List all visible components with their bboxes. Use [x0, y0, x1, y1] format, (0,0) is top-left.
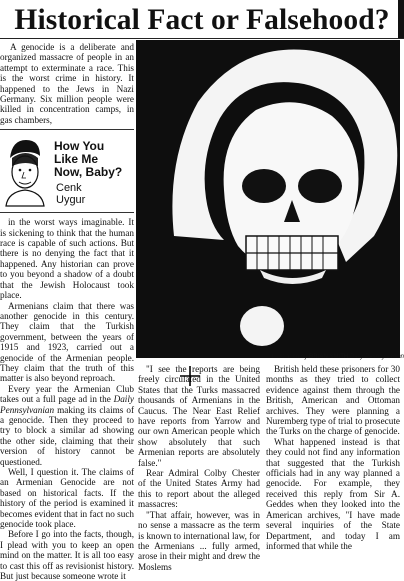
- middle-column: [138, 364, 260, 572]
- illustration-credit: [136, 354, 404, 363]
- column-tagline-line: Like Me: [54, 152, 99, 167]
- middle-paragraph: "I see the reports are being freely circulated in the United States that the Turks massacred thousands of Armenians in the Caucus. The Near East Relief have reports from Yarrow and our own American people which show absolutely that such Armenian reports are absolutely false.": [138, 364, 260, 468]
- publication-name: Daily Pennsylvanian: [0, 394, 134, 415]
- left-paragraph: in the worst ways imaginable. It is sickening to think that the human race is capable of such actions. But there is no denying the fact that it happened. Any historian can prove to you beyond a shadow of a doubt that the Jewish Holocaust took place.: [0, 217, 134, 301]
- text-run: making its claims of a genocide. Then they proceed to try to block a similar ad showing the other side, claiming that their version of history cannot be questioned.: [0, 404, 134, 467]
- left-paragraph: Before I go into the facts, though, I plead with you to keep an open mind on the matter. It is all too easy to cast this off as revisionist history. But just because someone wrote it: [0, 529, 134, 581]
- middle-paragraph: "That affair, however, was in no sense a massacre as the term is known to international law, for the Armenians ... fully armed, arose in their might and drew the Moslems: [138, 509, 260, 572]
- right-column: [266, 364, 400, 551]
- columnist-byline: [56, 182, 85, 206]
- skull-question-mark-icon: [136, 40, 404, 358]
- columnist-first-name: Cenk: [56, 182, 82, 195]
- left-paragraph: Armenians claim that there was another genocide in this century. They claim that the Turkish government, between the years of 1915 and 1923, carried out a genocide of the Armenian people. They claim that the truth of this matter is also beyond reproach.: [0, 300, 134, 384]
- column-tagline-line: How You: [54, 139, 105, 154]
- skull-illustration: [136, 40, 404, 358]
- page-edge-mark: [398, 0, 404, 38]
- text-run: Every year the Armenian Club takes out a full page ad in the: [0, 383, 134, 405]
- columnist-box: [0, 129, 134, 213]
- column-tagline-line: Now, Baby?: [54, 165, 123, 180]
- credit-separator: /: [348, 354, 350, 360]
- left-paragraph: Well, I question it. The claims of an Armenian Genocide are not based on historical facts. If the history of the period is examined it becomes evident that in fact no such genocide took place.: [0, 467, 134, 530]
- page-headline: Historical Fact or Falsehood?: [14, 4, 390, 36]
- illustration-edge: [400, 40, 404, 358]
- left-paragraph: [0, 384, 134, 467]
- right-paragraph: British held these prisoners for 30 months as they tried to collect evidence against them through the British, American and Ottoman archives. They were planning a Nuremberg type of trial to prosecute the Turks on the charge of genocide.: [266, 364, 400, 437]
- left-paragraph: A genocide is a deliberate and organized massacre of people in an attempt to exterminate a race. This is the worst crime in history. It happened to the Jews in Nazi Germany. Six million people were killed in concentration camps, in gas chambers,: [0, 42, 134, 125]
- right-paragraph: What happened instead is that they could not find any information that suggested that the Turkish officials had in any way planned a genocide. For example, they received this reply from Sir A. Geddes when they looked into the American archives, "I have made several inquiries of the State Department, and today I am informed that while the: [266, 436, 400, 551]
- columnist-last-name: Uygur: [56, 194, 86, 207]
- middle-paragraph: Rear Admiral Colby Chester of the United States Army had this to report about the alleged massacres:: [138, 468, 260, 510]
- column-tagline: [54, 140, 134, 179]
- crosshair-cursor-icon: [180, 366, 200, 386]
- credit-publication: Daily Pennsylvanian: [349, 354, 404, 360]
- columnist-portrait-icon: [2, 136, 46, 206]
- headline-banner: [0, 0, 404, 39]
- credit-artist: BRIAN SMITH: [308, 354, 349, 360]
- credit-label: Illustration by: [271, 354, 309, 360]
- left-column: [0, 42, 134, 581]
